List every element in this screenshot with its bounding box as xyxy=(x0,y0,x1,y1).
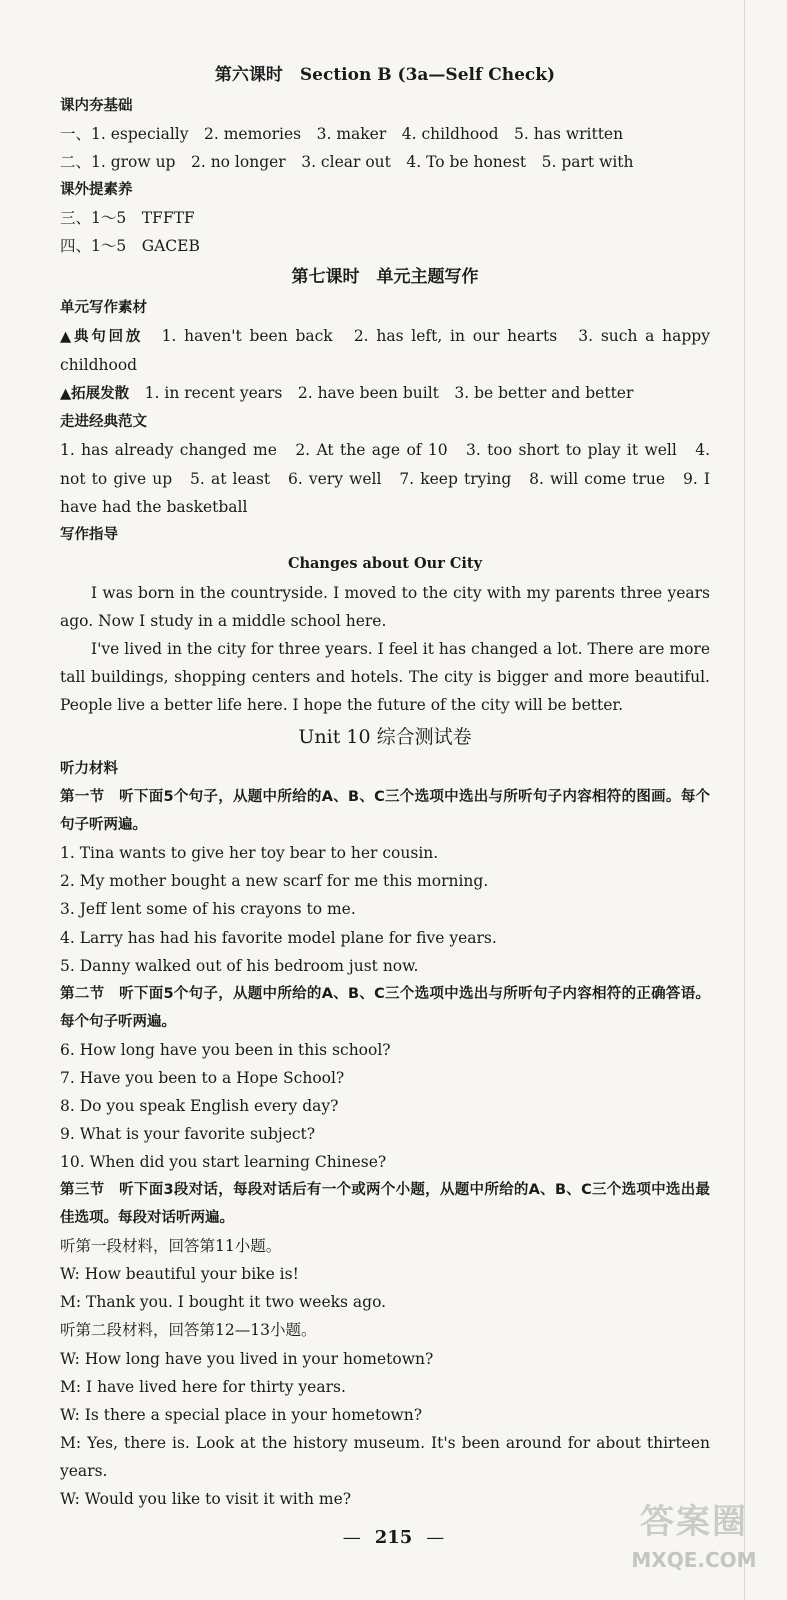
model-essay-answers: 1. has already changed me 2. At the age of 10 3. too short to play it well 4. not to give up 5. at least 6. very well 7. keep trying 8. will come true 9. I have had the basketball xyxy=(60,441,710,516)
sentences-label: ▲典句回放 xyxy=(60,329,144,346)
listening-heading: 听力材料 xyxy=(60,761,118,778)
listening-item: 10. When did you start learning Chinese? xyxy=(60,1153,387,1172)
essay-paragraph: I was born in the countryside. I moved to the city with my parents three years ago. Now I study in a middle school here. xyxy=(60,583,710,630)
answer-line: 一、1. especially 2. memories 3. maker 4. childhood 5. has written xyxy=(60,125,624,143)
answer-line: 四、1～5 GACEB xyxy=(60,237,200,256)
listening-item: 8. Do you speak English every day? xyxy=(60,1096,339,1115)
listening-item: 9. What is your favorite subject? xyxy=(60,1124,316,1143)
expand-answer xyxy=(60,379,710,408)
watermark-url: MXQE.COM xyxy=(631,1548,757,1572)
unit10-title: Unit 10 综合测试卷 xyxy=(298,726,472,749)
dialogue-line: W: How long have you lived in your hometown? xyxy=(60,1349,434,1368)
answer-page xyxy=(60,58,710,1513)
page-number-value: 215 xyxy=(374,1527,413,1548)
expand-label: ▲拓展发散 xyxy=(60,386,130,403)
listening-item: 6. How long have you been in this school? xyxy=(60,1040,391,1059)
sentences-text: 1. haven't been back 2. has left, in our hearts 3. such a happy childhood xyxy=(60,327,710,375)
dialogue-line: M: Thank you. I bought it two weeks ago. xyxy=(60,1293,387,1312)
lesson7-material-heading: 单元写作素材 xyxy=(60,300,147,317)
dialogue-line: 听第二段材料，回答第12—13小题。 xyxy=(60,1321,317,1340)
answer-line: 三、1～5 TFFTF xyxy=(60,209,195,228)
listening-item: 1. Tina wants to give her toy bear to her cousin. xyxy=(60,844,439,863)
dialogue-line: M: Yes, there is. Look at the history museum. It's been around for about thirteen years. xyxy=(60,1433,710,1480)
dialogue-line: W: Is there a special place in your hometown? xyxy=(60,1405,423,1424)
expand-text: 1. in recent years 2. have been built 3. be better and better xyxy=(144,384,634,403)
listening-item: 7. Have you been to a Hope School? xyxy=(60,1068,345,1087)
section1-heading: 第一节 听下面5个句子，从题中所给的A、B、C三个选项中选出与所听句子内容相符的图画。每个句子听两遍。 xyxy=(60,789,710,834)
answer-line: 二、1. grow up 2. no longer 3. clear out 4. To be honest 5. part with xyxy=(60,153,634,172)
listening-item: 4. Larry has had his favorite model plane for five years. xyxy=(60,928,497,947)
watermark-logo xyxy=(619,1498,769,1588)
essay-paragraph: I've lived in the city for three years. I feel it has changed a lot. There are more tall buildings, shopping centers and hotels. The city is bigger and more beautiful. People live a better life here. I hope the future of the city will be better. xyxy=(60,639,710,715)
listening-item: 3. Jeff lent some of his crayons to me. xyxy=(60,900,356,919)
writing-guide-heading: 写作指导 xyxy=(60,526,118,543)
dialogue-line: W: How beautiful your bike is! xyxy=(60,1265,299,1284)
lesson7-title: 第七课时 单元主题写作 xyxy=(291,267,479,288)
dialogue-line: W: Would you like to visit it with me? xyxy=(60,1490,352,1508)
listening-item: 2. My mother bought a new scarf for me this morning. xyxy=(60,872,489,891)
listening-item: 5. Danny walked out of his bedroom just now. xyxy=(60,956,419,975)
sentences-answer xyxy=(60,322,710,379)
dialogue-line: 听第一段材料，回答第11小题。 xyxy=(60,1237,282,1256)
lesson6-part1-heading: 课内夯基础 xyxy=(60,98,133,114)
page-dash-left: — xyxy=(342,1527,361,1548)
page-dash-right: — xyxy=(426,1527,445,1548)
essay-title: Changes about Our City xyxy=(287,554,483,572)
lesson6-part2-heading: 课外提素养 xyxy=(60,182,133,199)
section2-heading: 第二节 听下面5个句子，从题中所给的A、B、C三个选项中选出与所听句子内容相符的正确答语。每个句子听两遍。 xyxy=(60,985,710,1030)
section3-heading: 第三节 听下面3段对话，每段对话后有一个或两个小题，从题中所给的A、B、C三个选项中选出最佳选项。每段对话听两遍。 xyxy=(60,1182,710,1227)
watermark-title: 答案圈 xyxy=(640,1502,748,1542)
lesson6-title: 第六课时 Section B (3a—Self Check) xyxy=(214,65,556,85)
model-essay-heading: 走进经典范文 xyxy=(60,414,147,431)
page-edge-line xyxy=(744,0,745,1600)
dialogue-line: M: I have lived here for thirty years. xyxy=(60,1377,346,1396)
